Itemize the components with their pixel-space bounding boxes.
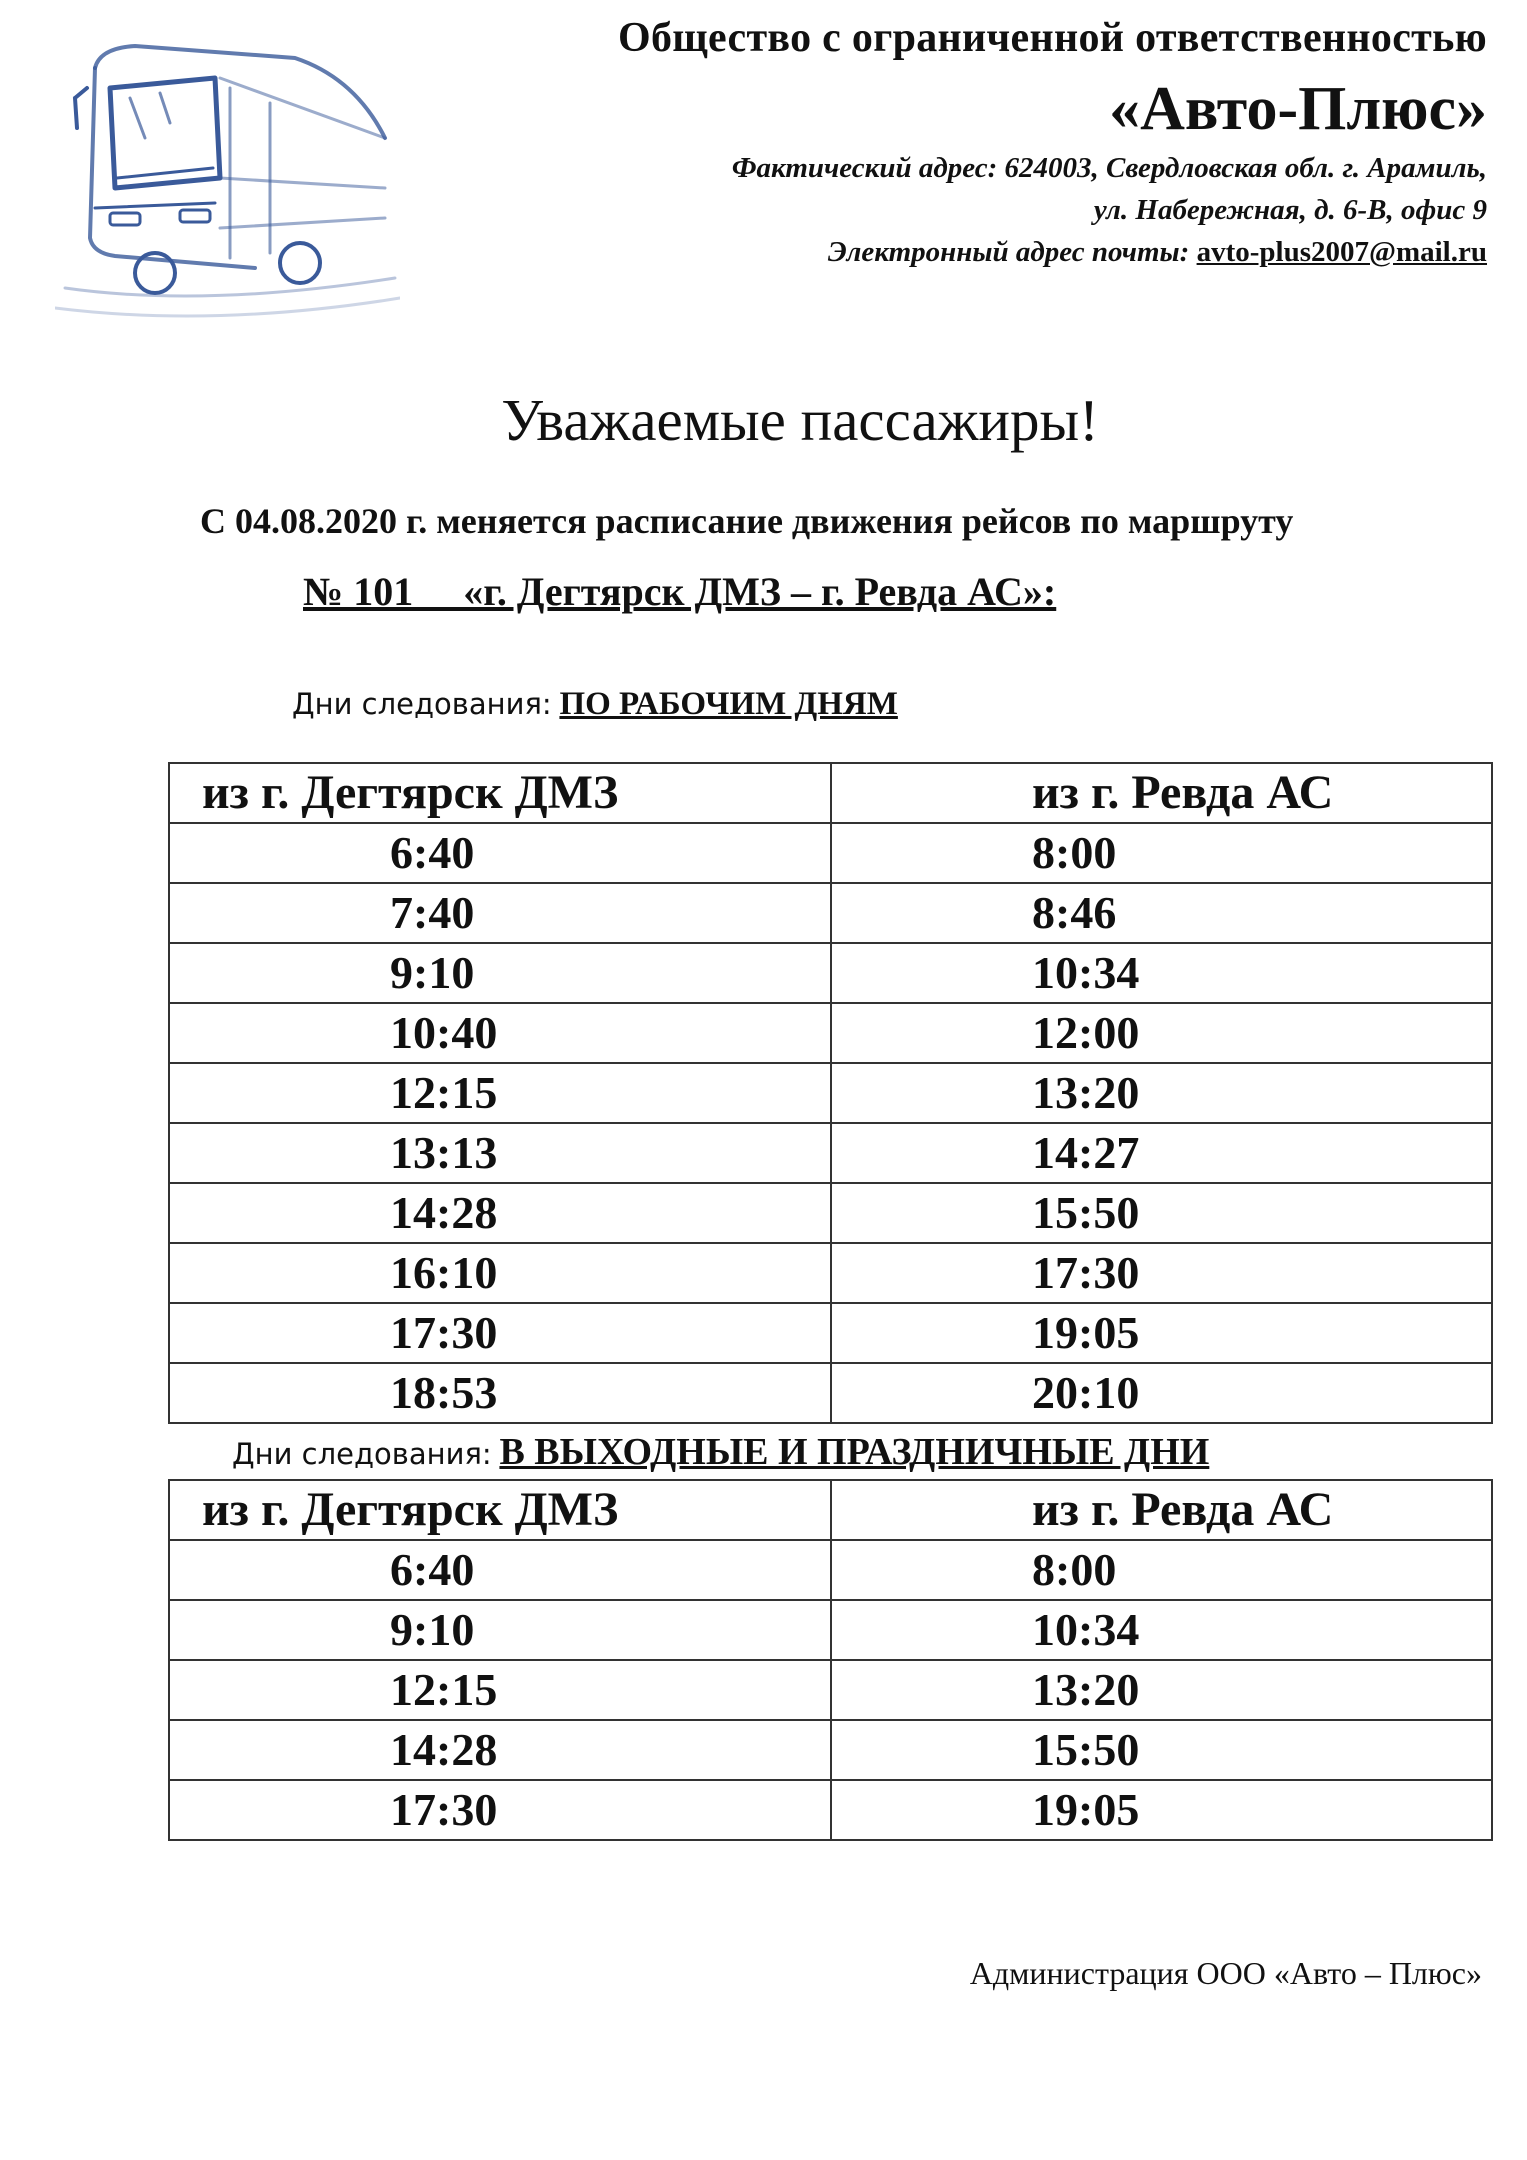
table-row xyxy=(169,1123,1492,1183)
departure-time-revda: 19:05 xyxy=(831,1303,1492,1363)
signature: Администрация ООО «Авто – Плюс» xyxy=(969,1955,1482,1991)
departure-time-revda: 13:20 xyxy=(831,1660,1492,1720)
table-header-row xyxy=(169,763,1492,823)
departure-time-degtyarsk: 14:28 xyxy=(169,1183,831,1243)
departure-time-degtyarsk: 10:40 xyxy=(169,1003,831,1063)
departure-time-revda: 15:50 xyxy=(831,1183,1492,1243)
table-row xyxy=(169,943,1492,1003)
table-row xyxy=(169,1243,1492,1303)
days-value: ПО РАБОЧИМ ДНЯМ xyxy=(559,686,898,722)
departure-time-revda: 19:05 xyxy=(831,1780,1492,1840)
route-title: № 101 «г. Дегтярск ДМЗ – г. Ревда АС»: xyxy=(303,569,1057,614)
bus-logo-icon xyxy=(55,28,400,328)
departure-time-revda: 10:34 xyxy=(831,1600,1492,1660)
weekday-schedule-table xyxy=(168,762,1493,1424)
departure-time-degtyarsk: 14:28 xyxy=(169,1720,831,1780)
address-line-1: Фактический адрес: 624003, Свердловская обл. г. Арамиль, xyxy=(731,152,1487,184)
departure-time-revda: 17:30 xyxy=(831,1243,1492,1303)
departure-time-degtyarsk: 13:13 xyxy=(169,1123,831,1183)
email-label: Электронный адрес почты: xyxy=(827,236,1190,268)
table-row xyxy=(169,823,1492,883)
table-row xyxy=(169,1303,1492,1363)
greeting-title: Уважаемые пассажиры! xyxy=(501,387,1099,453)
schedule-change-notice: С 04.08.2020 г. меняется расписание движения рейсов по маршруту xyxy=(200,501,1294,541)
departure-time-revda: 14:27 xyxy=(831,1123,1492,1183)
column-header-from-degtyarsk: из г. Дегтярск ДМЗ xyxy=(169,763,831,823)
departure-time-degtyarsk: 7:40 xyxy=(169,883,831,943)
departure-time-degtyarsk: 16:10 xyxy=(169,1243,831,1303)
departure-time-revda: 20:10 xyxy=(831,1363,1492,1423)
column-header-from-degtyarsk: из г. Дегтярск ДМЗ xyxy=(169,1480,831,1540)
company-type: Общество с ограниченной ответственностью xyxy=(618,15,1487,61)
weekend-days-line xyxy=(232,1430,1209,1474)
weekend-schedule-table xyxy=(168,1479,1493,1841)
departure-time-revda: 10:34 xyxy=(831,943,1492,1003)
departure-time-degtyarsk: 17:30 xyxy=(169,1303,831,1363)
departure-time-degtyarsk: 6:40 xyxy=(169,1540,831,1600)
departure-time-degtyarsk: 6:40 xyxy=(169,823,831,883)
departure-time-revda: 13:20 xyxy=(831,1063,1492,1123)
departure-time-degtyarsk: 12:15 xyxy=(169,1660,831,1720)
table-row xyxy=(169,1063,1492,1123)
departure-time-revda: 8:00 xyxy=(831,1540,1492,1600)
table-header-row xyxy=(169,1480,1492,1540)
table-row xyxy=(169,883,1492,943)
departure-time-degtyarsk: 9:10 xyxy=(169,943,831,1003)
departure-time-degtyarsk: 12:15 xyxy=(169,1063,831,1123)
departure-time-degtyarsk: 18:53 xyxy=(169,1363,831,1423)
table-row xyxy=(169,1600,1492,1660)
table-row xyxy=(169,1183,1492,1243)
departure-time-revda: 8:00 xyxy=(831,823,1492,883)
days-value: В ВЫХОДНЫЕ И ПРАЗДНИЧНЫЕ ДНИ xyxy=(499,1431,1210,1473)
departure-time-revda: 8:46 xyxy=(831,883,1492,943)
table-row xyxy=(169,1660,1492,1720)
table-row xyxy=(169,1720,1492,1780)
company-name: «Авто-Плюс» xyxy=(1109,75,1487,143)
table-row xyxy=(169,1363,1492,1423)
table-row xyxy=(169,1540,1492,1600)
address-line-2: ул. Набережная, д. 6-В, офис 9 xyxy=(1093,194,1487,226)
weekday-days-line xyxy=(292,686,898,723)
departure-time-degtyarsk: 17:30 xyxy=(169,1780,831,1840)
days-label: Дни следования: xyxy=(232,1437,492,1471)
table-row xyxy=(169,1003,1492,1063)
departure-time-revda: 12:00 xyxy=(831,1003,1492,1063)
column-header-from-revda: из г. Ревда АС xyxy=(831,763,1492,823)
departure-time-revda: 15:50 xyxy=(831,1720,1492,1780)
days-label: Дни следования: xyxy=(292,687,552,721)
table-row xyxy=(169,1780,1492,1840)
email-link[interactable]: avto-plus2007@mail.ru xyxy=(1196,236,1487,268)
departure-time-degtyarsk: 9:10 xyxy=(169,1600,831,1660)
column-header-from-revda: из г. Ревда АС xyxy=(831,1480,1492,1540)
email-line xyxy=(828,236,1487,269)
